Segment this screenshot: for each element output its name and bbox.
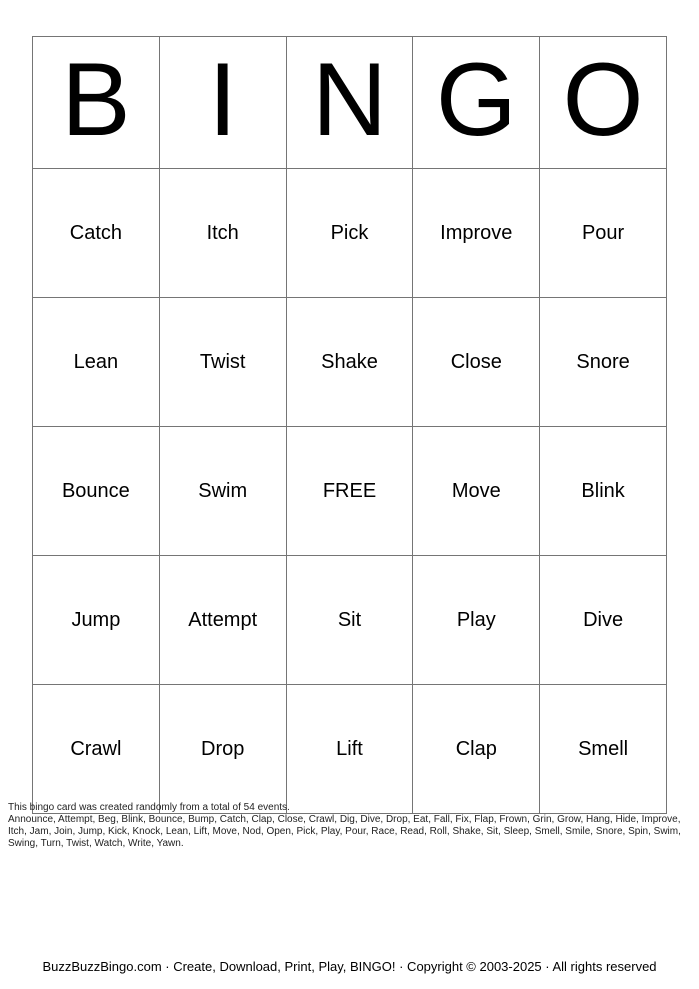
bingo-cell-r1c2: Itch xyxy=(159,169,286,298)
bingo-row-4 xyxy=(33,556,667,685)
bingo-cell-r1c3: Pick xyxy=(286,169,413,298)
bingo-cell-r2c4: Close xyxy=(413,298,540,427)
site-footer: BuzzBuzzBingo.com · Create, Download, Print, Play, BINGO! · Copyright © 2003-2025 · All rights reserved xyxy=(42,959,657,974)
bingo-cell-r4c3: Sit xyxy=(286,556,413,685)
bingo-row-3 xyxy=(33,427,667,556)
bingo-cell-r3c4: Move xyxy=(413,427,540,556)
header-letter-n: N xyxy=(286,37,413,169)
bingo-header-row xyxy=(33,37,667,169)
bingo-cell-r4c1: Jump xyxy=(33,556,160,685)
bingo-cell-r3c5: Blink xyxy=(540,427,667,556)
footnote-summary: This bingo card was created randomly from a total of 54 events. xyxy=(8,802,290,813)
card-footnote xyxy=(8,802,696,850)
bingo-cell-r1c4: Improve xyxy=(413,169,540,298)
bingo-cell-r5c1: Crawl xyxy=(33,685,160,814)
bingo-cell-r4c5: Dive xyxy=(540,556,667,685)
bingo-cell-r5c3: Lift xyxy=(286,685,413,814)
header-letter-b: B xyxy=(33,37,160,169)
bingo-cell-r4c2: Attempt xyxy=(159,556,286,685)
header-letter-o: O xyxy=(540,37,667,169)
bingo-cell-r5c4: Clap xyxy=(413,685,540,814)
footnote-events-list: Announce, Attempt, Beg, Blink, Bounce, Bump, Catch, Clap, Close, Crawl, Dig, Dive, Drop, Eat, Fall, Fix, Flap, Frown, Grin, Grow, Hang, Hide, Improve, Itch, Jam, Join, Jump, Kick, Knock, Lean, Lift, Move, Nod, Open, Pick, Play, Pour, Race, Read, Roll, Shake, Sit, Sleep, Smell, Smile, Snore, Spin, Swim, Swing, Turn, Twist, Watch, Write, Yawn. xyxy=(8,814,681,849)
bingo-card-grid xyxy=(32,36,667,814)
header-letter-i: I xyxy=(159,37,286,169)
bingo-cell-r3c2: Swim xyxy=(159,427,286,556)
bingo-cell-r3c1: Bounce xyxy=(33,427,160,556)
bingo-cell-r5c5: Smell xyxy=(540,685,667,814)
bingo-cell-r4c4: Play xyxy=(413,556,540,685)
bingo-row-2 xyxy=(33,298,667,427)
free-space-cell: FREE xyxy=(286,427,413,556)
bingo-cell-r2c5: Snore xyxy=(540,298,667,427)
bingo-cell-r1c5: Pour xyxy=(540,169,667,298)
bingo-cell-r2c2: Twist xyxy=(159,298,286,427)
bingo-cell-r2c1: Lean xyxy=(33,298,160,427)
bingo-cell-r5c2: Drop xyxy=(159,685,286,814)
bingo-cell-r2c3: Shake xyxy=(286,298,413,427)
bingo-cell-r1c1: Catch xyxy=(33,169,160,298)
bingo-row-1 xyxy=(33,169,667,298)
bingo-row-5 xyxy=(33,685,667,814)
header-letter-g: G xyxy=(413,37,540,169)
